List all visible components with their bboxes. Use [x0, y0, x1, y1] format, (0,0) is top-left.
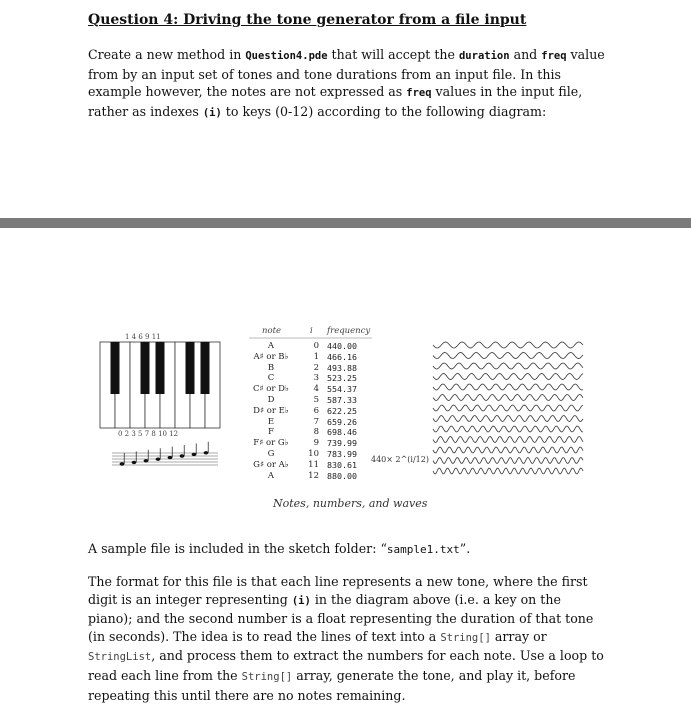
text: , and process them to extract the numbers for each note. Use a loop to read each line from the [88, 648, 604, 683]
index-cell: 1 [313, 351, 319, 362]
index-cell: 12 [308, 470, 319, 481]
frequency-cell: 440.00 [327, 341, 357, 351]
note-cell: C♯ or D♭ [252, 384, 290, 395]
text: that will accept the [327, 47, 459, 62]
format-paragraph [88, 573, 608, 704]
text: The format for this file is that each line represents a new tone, where the first digit is an integer representing [88, 574, 588, 607]
frequency-cell: 830.61 [327, 459, 357, 470]
note-column [249, 341, 293, 481]
text: A sample file is included in the sketch folder: “ [88, 541, 387, 556]
frequency-cell: 698.46 [327, 427, 357, 438]
code-string-array: String[] [440, 631, 491, 644]
black-key [141, 342, 150, 394]
note-cell: G [267, 448, 275, 459]
text: and [509, 47, 542, 62]
note-cell: A [267, 341, 275, 351]
sine-wave [433, 405, 583, 411]
header-frequency: frequency [327, 326, 371, 336]
text: value from by an input set of tones and tone durations from an input file. In this example however, the notes are not expressed as [88, 47, 605, 100]
code-freq: freq [541, 50, 567, 62]
black-key-numbers: 1 4 6 9 11 [125, 333, 161, 341]
frequency-cell: 493.88 [327, 362, 357, 373]
index-cell: 7 [313, 416, 319, 427]
text: array or [490, 628, 547, 644]
note-cell: F [268, 427, 274, 438]
frequency-formula: 440× 2^(i/12) [371, 455, 429, 464]
sine-wave [433, 363, 583, 369]
text: values in the input file, rather as indexes [88, 84, 583, 119]
sine-wave [433, 468, 583, 474]
white-key-numbers: 0 2 3 5 7 8 10 12 [118, 430, 179, 438]
text: in the diagram above (i.e. a key on the piano); and the second number is a float representing the duration of that tone (in seconds). The idea is to read the lines of text into a [88, 591, 594, 644]
code-freq: freq [406, 87, 432, 100]
frequency-cell: 554.37 [327, 384, 357, 395]
frequency-cell: 783.99 [327, 448, 357, 459]
note-cell: G♯ or A♭ [253, 459, 289, 470]
sine-waves-icon [433, 342, 583, 474]
code-sample-file: sample1.txt [386, 543, 460, 556]
index-cell: 8 [313, 427, 319, 438]
piano-keyboard-icon [100, 342, 220, 428]
sine-wave [433, 342, 583, 348]
text: Create a new method in [88, 47, 246, 62]
black-key [186, 342, 195, 394]
note-cell: A♯ or B♭ [253, 351, 289, 362]
code-stringlist: StringList [88, 651, 152, 664]
black-key [111, 342, 120, 394]
index-cell: 10 [308, 448, 319, 459]
text: array, generate the tone, and play it, before repeating this until there are no notes remaining. [88, 667, 576, 703]
sine-wave [433, 395, 583, 401]
header-note: note [262, 326, 282, 336]
question-heading: Question 4: Driving the tone generator from a file input [88, 12, 527, 28]
index-cell: 5 [313, 394, 319, 405]
note-cell: D♯ or E♭ [253, 405, 289, 416]
sine-wave [433, 447, 583, 453]
sine-wave [433, 458, 583, 464]
sine-wave [433, 353, 583, 359]
sine-wave [433, 426, 583, 432]
frequency-cell: 659.26 [327, 416, 357, 427]
index-cell: 2 [313, 362, 319, 373]
index-column [297, 341, 319, 481]
code-string-array: String[] [241, 670, 293, 683]
code-filename: Question4.pde [245, 50, 328, 62]
frequency-cell: 523.25 [327, 373, 357, 384]
text: ”. [459, 541, 471, 556]
frequency-cell: 739.99 [327, 438, 357, 449]
frequency-cell: 466.16 [327, 351, 357, 362]
index-cell: 4 [313, 384, 319, 395]
code-index: (i) [291, 594, 311, 607]
sine-wave [433, 384, 583, 390]
text: to keys (0-12) according to the following diagram: [221, 103, 547, 119]
code-index: (i) [202, 106, 222, 119]
code-duration: duration [458, 50, 510, 62]
note-cell: C [267, 373, 275, 384]
black-key [156, 342, 165, 394]
frequency-column [327, 341, 357, 481]
figure-caption: Notes, numbers, and waves [273, 497, 428, 510]
black-key [201, 342, 210, 394]
frequency-cell: 880.00 [327, 470, 357, 481]
music-staff-icon [112, 442, 218, 466]
frequency-cell: 622.25 [327, 405, 357, 416]
index-cell: 9 [313, 438, 319, 449]
sine-wave [433, 374, 583, 380]
sample-file-paragraph [88, 540, 608, 559]
note-cell: F♯ or G♭ [253, 438, 289, 449]
index-cell: 11 [308, 459, 319, 470]
note-cell: E [267, 416, 275, 427]
index-cell: 3 [313, 373, 319, 384]
header-i: i [310, 326, 313, 336]
sine-wave [433, 416, 583, 422]
note-cell: B [267, 362, 275, 373]
index-cell: 0 [313, 341, 319, 351]
note-cell: D [267, 394, 275, 405]
sine-wave [433, 437, 583, 443]
note-cell: A [267, 470, 275, 481]
frequency-cell: 587.33 [327, 394, 357, 405]
index-cell: 6 [313, 405, 319, 416]
